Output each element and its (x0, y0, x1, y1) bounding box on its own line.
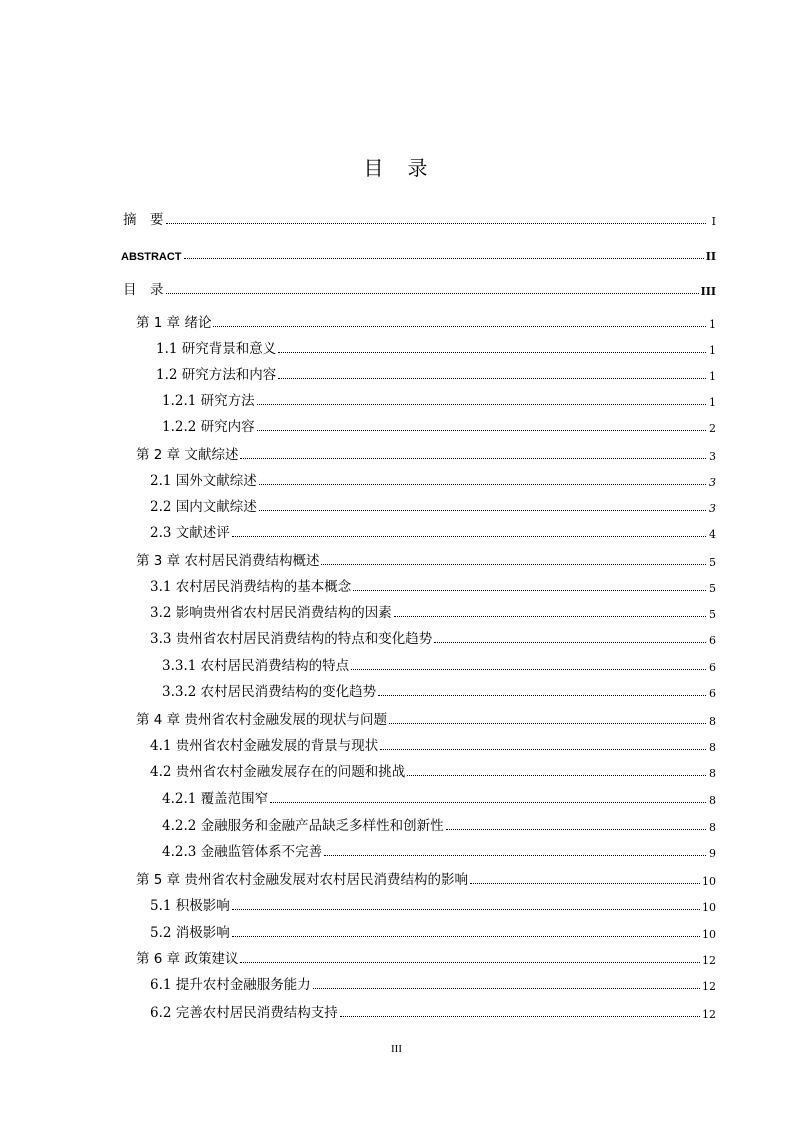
toc-label: 1.2.1 研究方法 (162, 393, 255, 409)
dot-leader (278, 352, 706, 353)
toc-entry-5-2[interactable] (150, 921, 716, 941)
toc-entry-3-3[interactable] (150, 627, 716, 647)
toc-label: 4.1 贵州省农村金融发展的背景与现状 (150, 738, 379, 754)
toc-page: 10 (702, 875, 716, 888)
toc-entry-chapter-3[interactable] (136, 549, 716, 569)
toc-label: 1.2.2 研究内容 (162, 419, 255, 435)
toc-label: 2.3 文献述评 (150, 525, 230, 541)
dot-leader (278, 378, 706, 379)
toc-entry-3-1[interactable] (150, 575, 716, 595)
toc-entry-chapter-5[interactable] (136, 868, 716, 888)
toc-page: 10 (702, 901, 716, 914)
toc-entry-2-3[interactable] (150, 521, 716, 541)
toc-page: 3 (709, 502, 716, 515)
toc-label: 6.1 提升农村金融服务能力 (150, 977, 311, 993)
toc-page: 8 (709, 821, 716, 834)
toc-page: 8 (709, 767, 716, 780)
toc-page: II (705, 250, 716, 263)
toc-label: 2.2 国内文献综述 (150, 499, 257, 515)
dot-leader (407, 775, 706, 776)
toc-page: 1 (709, 396, 716, 409)
toc-page: 12 (702, 954, 716, 967)
toc-entry-4-1[interactable] (150, 734, 716, 754)
dot-leader (166, 223, 707, 224)
dot-leader (340, 1016, 700, 1017)
toc-label: 3.3.2 农村居民消费结构的变化趋势 (162, 684, 377, 700)
toc-entry-4-2-1[interactable] (162, 787, 716, 807)
toc-entry-1-2[interactable] (156, 363, 716, 383)
toc-label: 第 2 章 文献综述 (136, 447, 239, 463)
toc-label: 4.2.3 金融监管体系不完善 (162, 844, 323, 860)
toc-label: 4.2.2 金融服务和金融产品缺乏多样性和创新性 (162, 818, 444, 834)
toc-label: 第 5 章 贵州省农村金融发展对农村居民消费结构的影响 (136, 872, 468, 888)
toc-entry-3-3-2[interactable] (162, 680, 716, 700)
toc-entry-chapter-4[interactable] (136, 708, 716, 728)
dot-leader (240, 962, 700, 963)
toc-page: 12 (702, 980, 716, 993)
toc-entry-3-2[interactable] (150, 601, 716, 621)
toc-entry-6-2[interactable] (150, 1001, 716, 1021)
toc-page: 2 (709, 422, 716, 435)
dot-leader (351, 669, 706, 670)
toc-page: 5 (709, 582, 716, 595)
toc-page: 3 (709, 476, 716, 489)
toc-label: 摘 要 (123, 212, 164, 228)
toc-page: 5 (709, 556, 716, 569)
toc-entry-contents[interactable] (123, 278, 716, 298)
toc-entry-5-1[interactable] (150, 894, 716, 914)
dot-leader (166, 293, 699, 294)
dot-leader (394, 616, 706, 617)
toc-label: 2.1 国外文献综述 (150, 473, 257, 489)
toc-label: 目 录 (123, 282, 164, 298)
toc-label: 第 1 章 绪论 (136, 315, 212, 331)
dot-leader (378, 695, 706, 696)
toc-label: 3.3 贵州省农村居民消费结构的特点和变化趋势 (150, 631, 433, 647)
toc-page: III (700, 285, 716, 298)
toc-entry-1-2-2[interactable] (162, 415, 716, 435)
dot-leader (434, 642, 706, 643)
toc-entry-abstract-cn[interactable] (123, 208, 716, 228)
dot-leader (259, 484, 706, 485)
title-char-1: 目 (363, 156, 386, 180)
toc-label: 第 6 章 政策建议 (136, 951, 239, 967)
toc-page: 3 (709, 450, 716, 463)
toc-entry-3-3-1[interactable] (162, 654, 716, 674)
dot-leader (232, 936, 700, 937)
toc-entry-chapter-1[interactable] (136, 311, 716, 331)
toc-entry-abstract-en[interactable] (121, 243, 716, 263)
dot-leader (270, 802, 706, 803)
toc-entry-1-2-1[interactable] (162, 389, 716, 409)
dot-leader (446, 829, 706, 830)
toc-entry-2-2[interactable] (150, 495, 716, 515)
dot-leader (313, 988, 700, 989)
dot-leader (257, 430, 706, 431)
toc-page: 1 (709, 344, 716, 357)
toc-page: 1 (709, 370, 716, 383)
toc-entry-4-2[interactable] (150, 760, 716, 780)
dot-leader (232, 536, 706, 537)
dot-leader (259, 510, 706, 511)
toc-label: ABSTRACT (121, 251, 182, 263)
toc-entry-chapter-6[interactable] (136, 947, 716, 967)
dot-leader (184, 258, 704, 259)
dot-leader (380, 749, 706, 750)
toc-page: 1 (709, 318, 716, 331)
toc-label: 第 3 章 农村居民消费结构概述 (136, 553, 320, 569)
toc-label: 1.1 研究背景和意义 (156, 341, 277, 357)
toc-page: 5 (709, 608, 716, 621)
dot-leader (213, 326, 706, 327)
toc-page: 6 (709, 634, 716, 647)
toc-label: 3.3.1 农村居民消费结构的特点 (162, 658, 350, 674)
toc-page: 12 (702, 1008, 716, 1021)
toc-label: 6.2 完善农村居民消费结构支持 (150, 1005, 338, 1021)
toc-page: 6 (709, 687, 716, 700)
toc-entry-1-1[interactable] (156, 337, 716, 357)
toc-label: 3.1 农村居民消费结构的基本概念 (150, 579, 352, 595)
toc-entry-6-1[interactable] (150, 973, 716, 993)
toc-label: 4.2 贵州省农村金融发展存在的问题和挑战 (150, 764, 406, 780)
toc-label: 3.2 影响贵州省农村居民消费结构的因素 (150, 605, 392, 621)
toc-page: 10 (702, 928, 716, 941)
toc-page: 8 (709, 715, 716, 728)
dot-leader (232, 909, 700, 910)
dot-leader (353, 590, 706, 591)
toc-page: I (711, 215, 716, 228)
dot-leader (470, 883, 700, 884)
toc-page: 8 (709, 741, 716, 754)
toc-label: 第 4 章 贵州省农村金融发展的现状与问题 (136, 712, 387, 728)
toc-label: 5.1 积极影响 (150, 898, 230, 914)
title-char-2: 录 (407, 156, 430, 180)
toc-entry-chapter-2[interactable] (136, 443, 716, 463)
toc-label: 1.2 研究方法和内容 (156, 367, 277, 383)
dot-leader (389, 723, 706, 724)
toc-page: 4 (709, 528, 716, 541)
toc-label: 5.2 消极影响 (150, 925, 230, 941)
dot-leader (257, 404, 706, 405)
toc-entry-4-2-2[interactable] (162, 814, 716, 834)
toc-page: 9 (709, 847, 716, 860)
dot-leader (324, 855, 706, 856)
dot-leader (321, 564, 706, 565)
toc-label: 4.2.1 覆盖范围窄 (162, 791, 269, 807)
toc-entry-2-1[interactable] (150, 469, 716, 489)
toc-page: 8 (709, 794, 716, 807)
toc-entry-4-2-3[interactable] (162, 840, 716, 860)
dot-leader (240, 458, 706, 459)
toc-page: 6 (709, 661, 716, 674)
page-number: III (391, 1043, 402, 1055)
